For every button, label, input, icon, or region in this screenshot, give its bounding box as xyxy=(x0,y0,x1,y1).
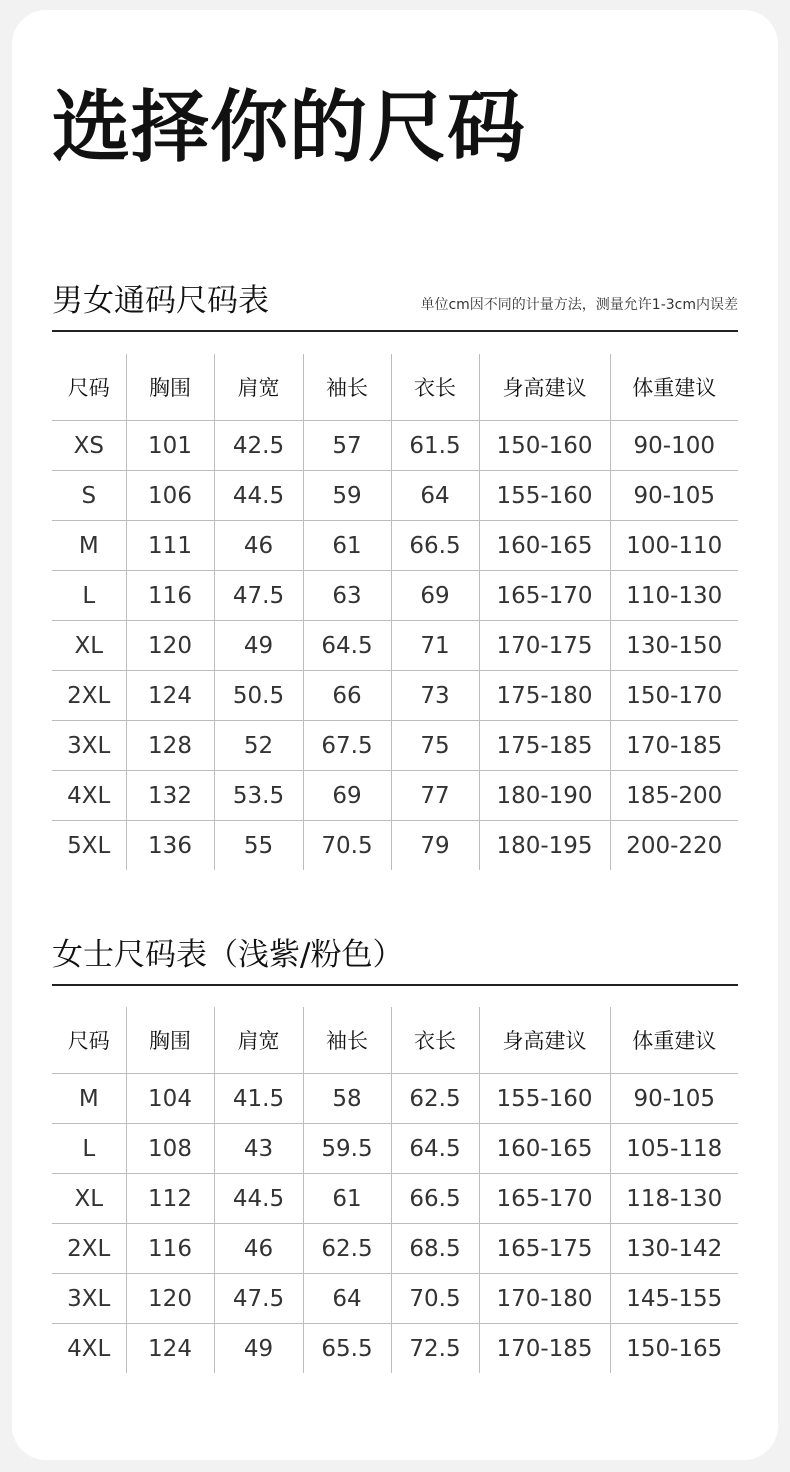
table-row xyxy=(52,471,738,521)
column-header: 身高建议 xyxy=(479,354,610,421)
size-label-cell: 3XL xyxy=(52,721,126,771)
table-header-row xyxy=(52,354,738,421)
table-cell: 69 xyxy=(303,771,391,821)
table-cell: 64.5 xyxy=(303,621,391,671)
table-cell: 170-175 xyxy=(479,621,610,671)
table-cell: 111 xyxy=(126,521,214,571)
table-cell: 175-180 xyxy=(479,671,610,721)
table-cell: 90-105 xyxy=(610,471,738,521)
column-header: 袖长 xyxy=(303,1007,391,1074)
table-row xyxy=(52,671,738,721)
table-cell: 90-100 xyxy=(610,421,738,471)
table-cell: 41.5 xyxy=(214,1074,303,1124)
size-label-cell: L xyxy=(52,571,126,621)
table-cell: 130-142 xyxy=(610,1224,738,1274)
table-cell: 116 xyxy=(126,1224,214,1274)
table-row xyxy=(52,1224,738,1274)
table-cell: 112 xyxy=(126,1174,214,1224)
table-cell: 175-185 xyxy=(479,721,610,771)
column-header: 尺码 xyxy=(52,354,126,421)
table-cell: 59 xyxy=(303,471,391,521)
table-cell: 46 xyxy=(214,521,303,571)
women-section-header xyxy=(52,936,738,986)
table-row xyxy=(52,721,738,771)
table-row xyxy=(52,771,738,821)
table-cell: 43 xyxy=(214,1124,303,1174)
table-row xyxy=(52,1324,738,1374)
women-size-table xyxy=(52,1007,738,1373)
column-header: 胸围 xyxy=(126,1007,214,1074)
table-cell: 150-160 xyxy=(479,421,610,471)
table-cell: 128 xyxy=(126,721,214,771)
table-cell: 145-155 xyxy=(610,1274,738,1324)
women-section-title: 女士尺码表（浅紫/粉色） xyxy=(52,937,404,973)
table-row xyxy=(52,1174,738,1224)
size-label-cell: S xyxy=(52,471,126,521)
table-cell: 70.5 xyxy=(391,1274,479,1324)
table-cell: 106 xyxy=(126,471,214,521)
column-header: 体重建议 xyxy=(610,1007,738,1074)
table-cell: 120 xyxy=(126,621,214,671)
column-header: 胸围 xyxy=(126,354,214,421)
table-cell: 160-165 xyxy=(479,1124,610,1174)
table-cell: 105-118 xyxy=(610,1124,738,1174)
table-row xyxy=(52,821,738,871)
table-cell: 64 xyxy=(391,471,479,521)
table-cell: 44.5 xyxy=(214,471,303,521)
table-cell: 130-150 xyxy=(610,621,738,671)
table-cell: 47.5 xyxy=(214,1274,303,1324)
table-cell: 72.5 xyxy=(391,1324,479,1374)
table-cell: 124 xyxy=(126,671,214,721)
size-label-cell: XL xyxy=(52,1174,126,1224)
size-label-cell: L xyxy=(52,1124,126,1174)
table-cell: 66.5 xyxy=(391,521,479,571)
table-cell: 170-185 xyxy=(479,1324,610,1374)
unisex-section-title: 男女通码尺码表 xyxy=(52,283,269,319)
table-cell: 118-130 xyxy=(610,1174,738,1224)
table-cell: 66.5 xyxy=(391,1174,479,1224)
table-header-row xyxy=(52,1007,738,1074)
table-row xyxy=(52,1124,738,1174)
column-header: 衣长 xyxy=(391,1007,479,1074)
table-cell: 63 xyxy=(303,571,391,621)
table-cell: 110-130 xyxy=(610,571,738,621)
size-label-cell: 2XL xyxy=(52,1224,126,1274)
size-label-cell: 4XL xyxy=(52,771,126,821)
column-header: 体重建议 xyxy=(610,354,738,421)
table-cell: 64.5 xyxy=(391,1124,479,1174)
table-cell: 47.5 xyxy=(214,571,303,621)
size-label-cell: XL xyxy=(52,621,126,671)
column-header: 尺码 xyxy=(52,1007,126,1074)
table-cell: 185-200 xyxy=(610,771,738,821)
table-cell: 65.5 xyxy=(303,1324,391,1374)
table-cell: 155-160 xyxy=(479,471,610,521)
table-cell: 108 xyxy=(126,1124,214,1174)
table-cell: 104 xyxy=(126,1074,214,1124)
table-cell: 58 xyxy=(303,1074,391,1124)
table-cell: 62.5 xyxy=(303,1224,391,1274)
table-cell: 44.5 xyxy=(214,1174,303,1224)
table-cell: 90-105 xyxy=(610,1074,738,1124)
size-label-cell: 3XL xyxy=(52,1274,126,1324)
table-cell: 79 xyxy=(391,821,479,871)
table-cell: 59.5 xyxy=(303,1124,391,1174)
table-row xyxy=(52,421,738,471)
table-row xyxy=(52,1274,738,1324)
table-cell: 62.5 xyxy=(391,1074,479,1124)
table-cell: 49 xyxy=(214,621,303,671)
table-cell: 73 xyxy=(391,671,479,721)
table-cell: 165-170 xyxy=(479,1174,610,1224)
table-cell: 69 xyxy=(391,571,479,621)
size-label-cell: M xyxy=(52,521,126,571)
column-header: 身高建议 xyxy=(479,1007,610,1074)
size-label-cell: 5XL xyxy=(67,832,111,859)
table-cell: 200-220 xyxy=(610,821,738,871)
page-title: 选择你的尺码 xyxy=(52,83,527,173)
table-row xyxy=(52,571,738,621)
table-cell: 132 xyxy=(126,771,214,821)
table-cell: 70.5 xyxy=(303,821,391,871)
size-label-cell: 2XL xyxy=(52,671,126,721)
table-cell: 180-190 xyxy=(479,771,610,821)
unisex-size-table xyxy=(52,354,738,870)
unisex-section-header xyxy=(52,282,738,332)
table-row xyxy=(52,1074,738,1124)
table-cell: 180-195 xyxy=(479,821,610,871)
table-cell: 124 xyxy=(126,1324,214,1374)
table-cell: 165-170 xyxy=(479,571,610,621)
table-cell: 61.5 xyxy=(391,421,479,471)
table-cell: 170-180 xyxy=(479,1274,610,1324)
table-cell: 67.5 xyxy=(303,721,391,771)
table-cell: 101 xyxy=(126,421,214,471)
table-cell: 57 xyxy=(303,421,391,471)
size-label-cell: M xyxy=(52,1074,126,1124)
table-cell: 75 xyxy=(391,721,479,771)
table-cell: 55 xyxy=(214,821,303,871)
size-label-cell: XS xyxy=(52,421,126,471)
table-cell: 120 xyxy=(126,1274,214,1324)
table-cell: 66 xyxy=(303,671,391,721)
table-cell: 46 xyxy=(214,1224,303,1274)
size-label-cell: 4XL xyxy=(67,1335,111,1362)
measurement-note: 单位cm因不同的计量方法，测量允许1-3cm内误差 xyxy=(420,297,738,313)
column-header: 肩宽 xyxy=(214,354,303,421)
column-header: 衣长 xyxy=(391,354,479,421)
table-cell: 165-175 xyxy=(479,1224,610,1274)
table-row xyxy=(52,521,738,571)
table-cell: 53.5 xyxy=(214,771,303,821)
table-cell: 155-160 xyxy=(479,1074,610,1124)
column-header: 肩宽 xyxy=(214,1007,303,1074)
table-cell: 150-165 xyxy=(610,1324,738,1374)
table-cell: 100-110 xyxy=(610,521,738,571)
table-cell: 77 xyxy=(391,771,479,821)
table-cell: 68.5 xyxy=(391,1224,479,1274)
table-cell: 61 xyxy=(303,1174,391,1224)
column-header: 袖长 xyxy=(303,354,391,421)
table-cell: 170-185 xyxy=(610,721,738,771)
table-cell: 42.5 xyxy=(214,421,303,471)
table-cell: 71 xyxy=(391,621,479,671)
table-cell: 116 xyxy=(126,571,214,621)
table-cell: 49 xyxy=(214,1324,303,1374)
table-cell: 64 xyxy=(303,1274,391,1324)
table-cell: 52 xyxy=(214,721,303,771)
table-cell: 160-165 xyxy=(479,521,610,571)
table-cell: 50.5 xyxy=(214,671,303,721)
table-cell: 136 xyxy=(126,821,214,871)
table-row xyxy=(52,621,738,671)
table-cell: 61 xyxy=(303,521,391,571)
table-cell: 150-170 xyxy=(610,671,738,721)
